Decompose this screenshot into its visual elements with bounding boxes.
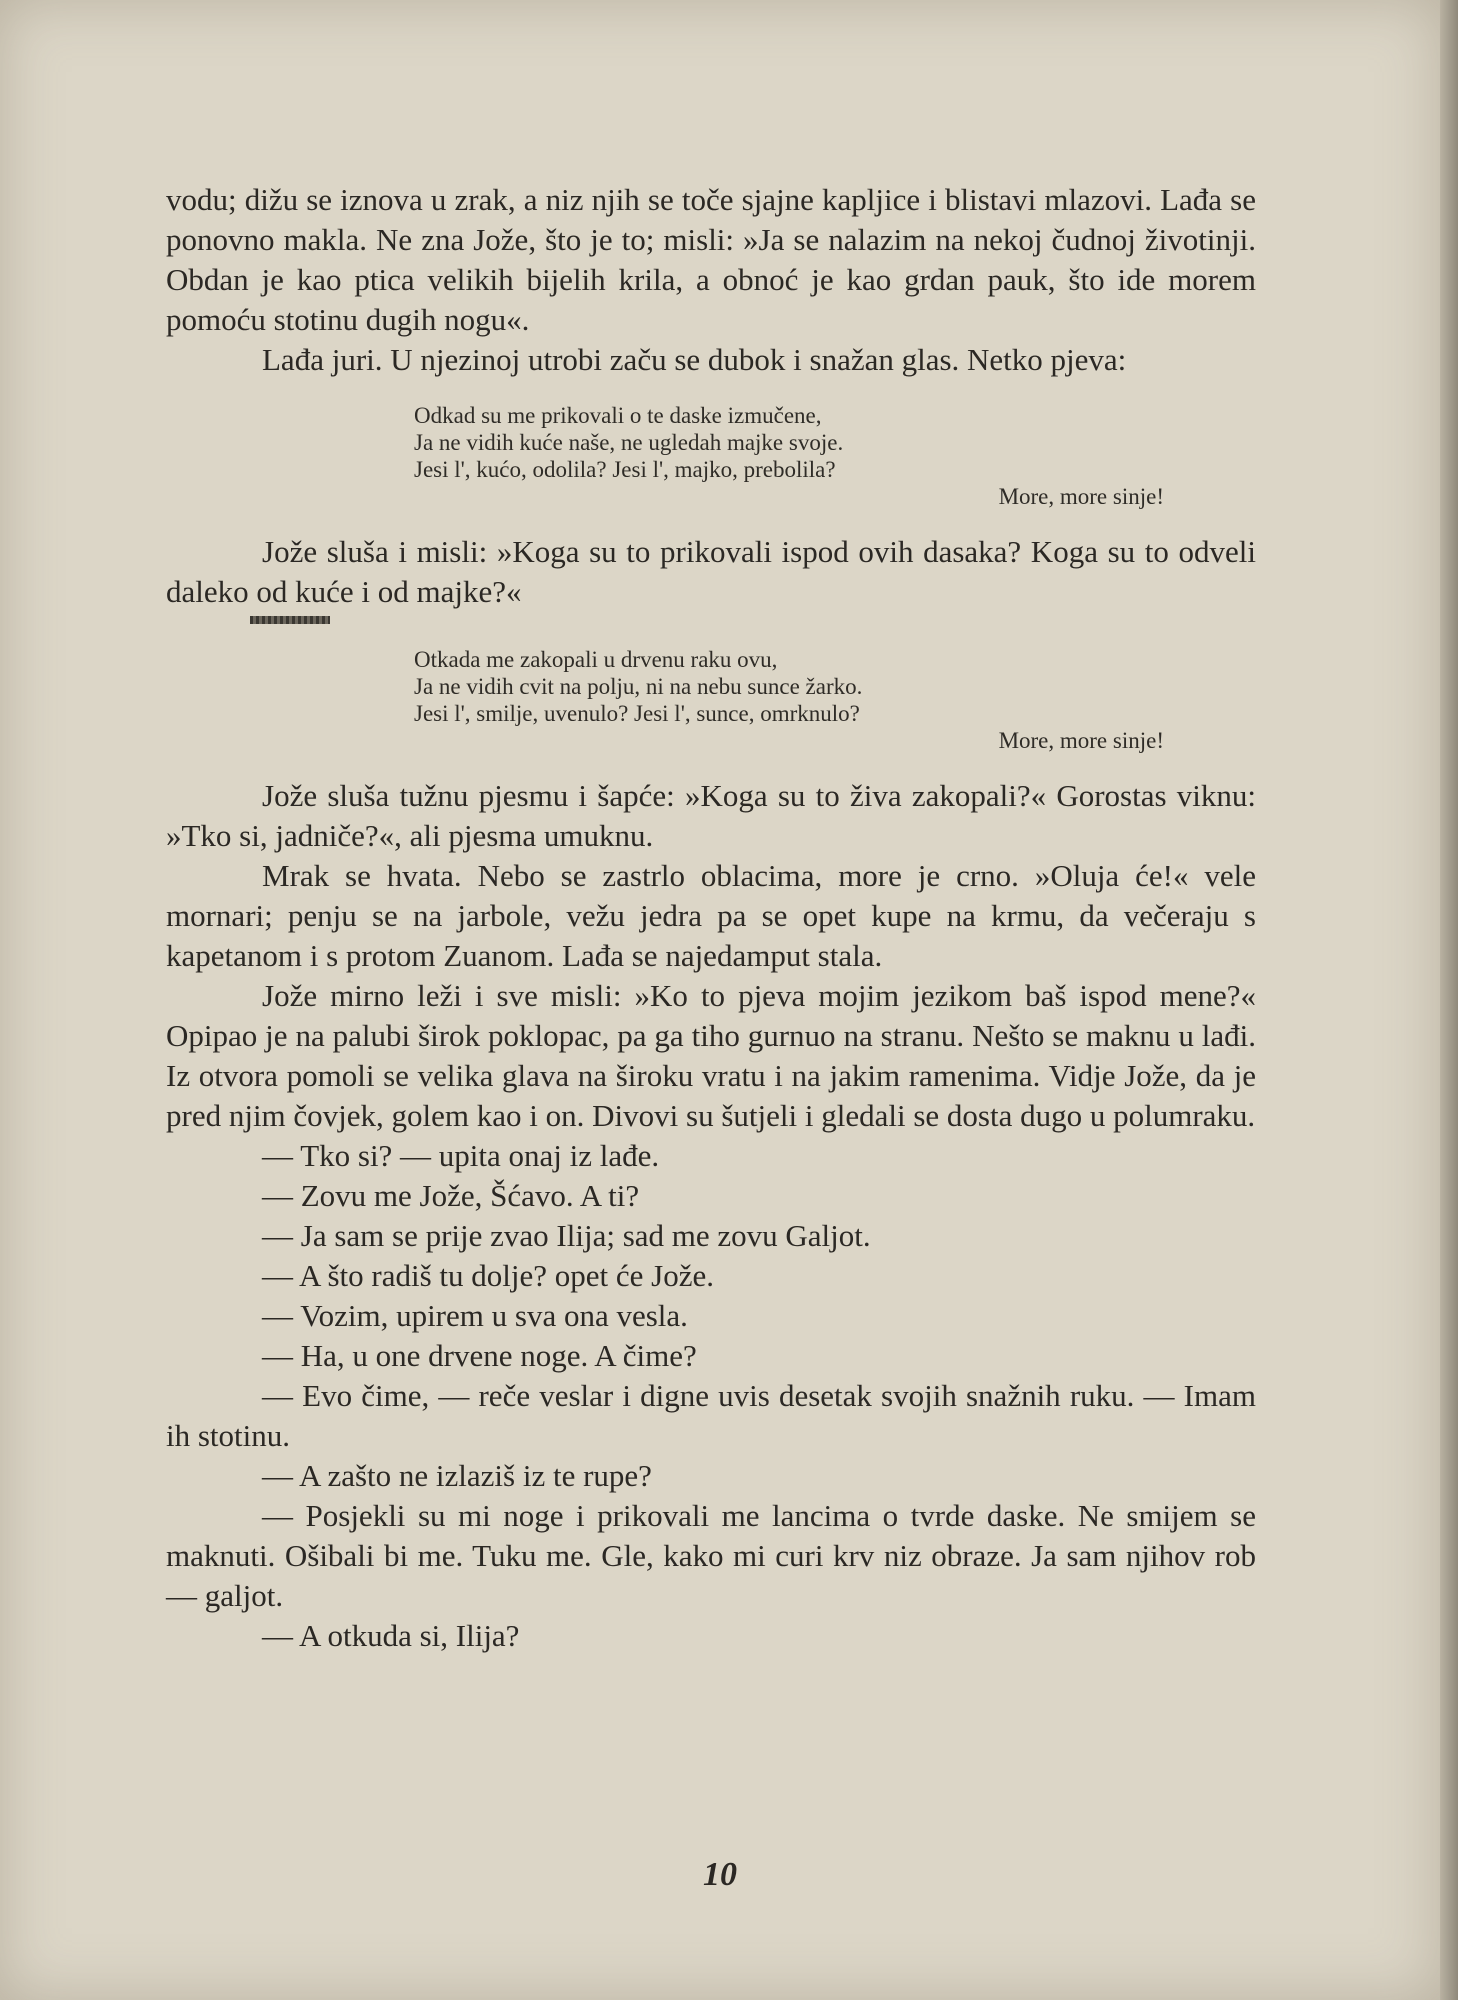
- song-verse-1: [414, 402, 1164, 510]
- verse-line: Jesi l', smilje, uvenulo? Jesi l', sunce, omrknulo?: [414, 701, 860, 726]
- verse-line: Jesi l', kućo, odolila? Jesi l', majko, prebolila?: [414, 457, 836, 482]
- verse-line: Otkada me zakopali u drvenu raku ovu,: [414, 647, 778, 672]
- paragraph: Lađa juri. U njezinoj utrobi začu se dubok i snažan glas. Netko pjeva:: [262, 342, 1127, 377]
- dialogue-line: — Tko si? — upita onaj iz lađe.: [262, 1138, 660, 1173]
- page-body: [166, 180, 1256, 1656]
- verse-line: Odkad su me prikovali o te daske izmučene,: [414, 403, 822, 428]
- dialogue-line: — A otkuda si, Ilija?: [262, 1618, 520, 1653]
- verse-refrain: More, more sinje!: [998, 484, 1164, 509]
- verse-line: Ja ne vidih cvit na polju, ni na nebu sunce žarko.: [414, 674, 863, 699]
- page-number: 10: [703, 1856, 737, 1893]
- paragraph: Jože sluša tužnu pjesmu i šapće: »Koga su to živa zakopali?« Gorostas viknu: »Tko si, jadniče?«, ali pjesma umuknu.: [166, 778, 1256, 853]
- dialogue-line: — Evo čime, — reče veslar i digne uvis desetak svojih snažnih ruku. — Imam ih stotinu.: [166, 1378, 1256, 1453]
- verse-line: Ja ne vidih kuće naše, ne ugledah majke svoje.: [414, 430, 844, 455]
- dialogue-line: — Ja sam se prije zvao Ilija; sad me zovu Galjot.: [262, 1218, 871, 1253]
- dialogue-line: — Ha, u one drvene noge. A čime?: [262, 1338, 697, 1373]
- song-verse-2: [414, 646, 1164, 754]
- verse-refrain: More, more sinje!: [998, 728, 1164, 753]
- dialogue-line: — A što radiš tu dolje? opet će Jože.: [262, 1258, 714, 1293]
- paragraph: vodu; dižu se iznova u zrak, a niz njih se toče sjajne kapljice i blistavi mlazovi. Lađa se ponovno makla. Ne zna Jože, što je to; misli: »Ja se nalazim na nekoj čudnoj životinji. Obdan je kao ptica velikih bijelih krila, a obnoć je kao grdan pauk, što ide morem pomoću stotinu dugih nogu«.: [166, 182, 1256, 337]
- paragraph: Jože sluša i misli: »Koga su to prikovali ispod ovih dasaka? Koga su to odveli daleko od kuće i od majke?«: [166, 534, 1256, 609]
- ink-mark: [250, 616, 330, 624]
- dialogue-line: — Posjekli su mi noge i prikovali me lancima o tvrde daske. Ne smijem se maknuti. Ošibali bi me. Tuku me. Gle, kako mi curi krv niz obraze. Ja sam njihov rob — galjot.: [166, 1498, 1256, 1613]
- paragraph: Mrak se hvata. Nebo se zastrlo oblacima, more je crno. »Oluja će!« vele mornari; penju se na jarbole, vežu jedra pa se opet kupe na krmu, da večeraju s kapetanom i s protom Zuanom. Lađa se najedamput stala.: [166, 858, 1256, 973]
- paragraph: Jože mirno leži i sve misli: »Ko to pjeva mojim jezikom baš ispod mene?« Opipao je na palubi širok poklopac, pa ga tiho gurnuo na stranu. Nešto se maknu u lađi. Iz otvora pomoli se velika glava na široku vratu i na jakim ramenima. Vidje Jože, da je pred njim čovjek, golem kao i on. Divovi su šutjeli i gledali se dosta dugo u polumraku.: [166, 978, 1256, 1133]
- dialogue-line: — Vozim, upirem u sva ona vesla.: [262, 1298, 688, 1333]
- dialogue-line: — Zovu me Jože, Šćavo. A ti?: [262, 1178, 640, 1213]
- dialogue-line: — A zašto ne izlaziš iz te rupe?: [262, 1458, 652, 1493]
- page-edge: [1440, 0, 1458, 2000]
